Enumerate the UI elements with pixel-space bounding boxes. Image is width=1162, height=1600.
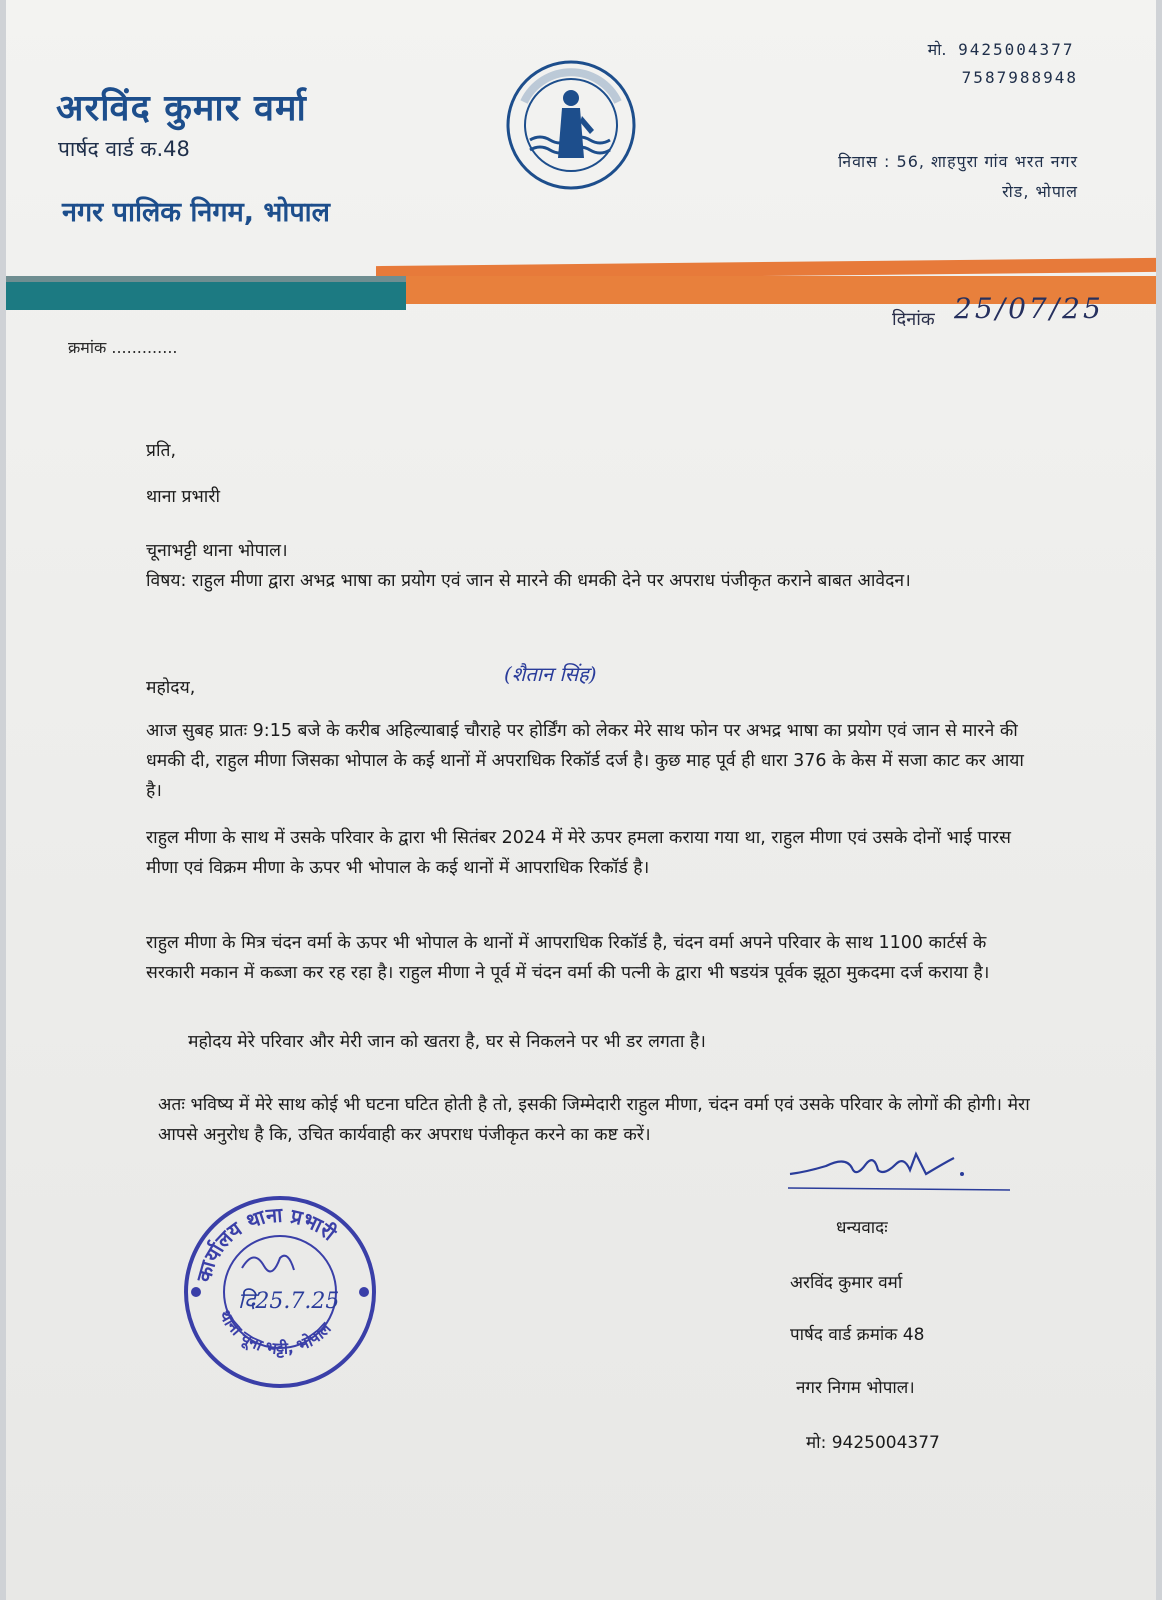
police-station-stamp (180, 1192, 380, 1392)
date-label: दिनांक (892, 309, 935, 330)
svg-text:थाना चूना भट्टी, भोपाल (216, 1307, 336, 1359)
letter-salutation: महोदय, (146, 678, 196, 698)
municipal-corporation-logo (504, 58, 638, 192)
letter-prati: प्रति, (146, 441, 177, 461)
handwritten-note: (शैतान सिंह) (504, 662, 597, 686)
letter-recipient: थाना प्रभारी (146, 487, 221, 507)
letter-recipient-address: चूनाभट्टी थाना भोपाल। (146, 541, 288, 561)
stamp-date: दि25.7.25 (238, 1289, 340, 1314)
letter-paragraph-2: राहुल मीणा के साथ में उसके परिवार के द्वारा भी सितंबर 2024 में मेरे ऊपर हमला कराया गया था, राहुल मीणा एवं उसके दोनों भाई पारस मीणा एवं विक्रम मीणा के ऊपर भी भोपाल के कई थानों में आपराधिक रिकॉर्ड है। (146, 828, 1011, 878)
stamp-top-text: कार्यालय थाना प्रभारी (191, 1202, 341, 1285)
mobile-label: मो. (927, 40, 947, 59)
mobile-number-1: 9425004377 (958, 40, 1075, 59)
mobile-number-2: 7587988948 (961, 68, 1078, 87)
letter-paragraph-5: अतः भविष्य में मेरे साथ कोई भी घटना घटित होती है तो, इसकी जिम्मेदारी राहुल मीणा, चंदन वर्मा एवं उसके परिवार के लोगों की होगी। मेरा आपसे अनुरोध है कि, उचित कार्यवाही कर अपराध पंजीकृत करने का कष्ट करें। (158, 1095, 1030, 1145)
closing-mobile: मो: 9425004377 (806, 1433, 940, 1453)
sender-organization: नगर पालिक निगम, भोपाल (62, 197, 330, 228)
closing-name: अरविंद कुमार वर्मा (790, 1273, 903, 1293)
closing-organization: नगर निगम भोपाल। (796, 1378, 915, 1398)
handwritten-signature (786, 1144, 1026, 1194)
sender-name-heading: अरविंद कुमार वर्मा (56, 88, 307, 129)
letter-subject: विषय: राहुल मीणा द्वारा अभद्र भाषा का प्रयोग एवं जान से मारने की धमकी देने पर अपराध पंजीकृत कराने बाबत आवेदन। (146, 571, 911, 591)
stamp-bottom-text: थाना चूना भट्टी, भोपाल (215, 1306, 335, 1359)
header-band-teal (6, 282, 406, 310)
sender-mobile-block (928, 36, 1078, 92)
handwritten-date: 25/07/25 (954, 292, 1104, 325)
address-line-1: निवास : 56, शाहपुरा गांव भरत नगर (838, 152, 1078, 171)
reference-number-field: क्रमांक ............. (68, 338, 178, 357)
sender-address (838, 147, 1078, 207)
svg-text:कार्यालय थाना प्रभारी (191, 1203, 341, 1286)
letterhead-page (6, 0, 1156, 1600)
letter-paragraph-3: राहुल मीणा के मित्र चंदन वर्मा के ऊपर भी भोपाल के थानों में आपराधिक रिकॉर्ड है, चंदन वर्मा अपने परिवार के साथ 1100 कार्टर्स के सरकारी मकान में कब्जा कर रह रहा है। राहुल मीणा ने पूर्व में चंदन वर्मा की पत्नी के द्वारा भी षडयंत्र पूर्वक झूठा मुकदमा दर्ज कराया है। (146, 933, 990, 983)
address-line-2: रोड, भोपाल (1002, 182, 1078, 201)
letter-paragraph-1: आज सुबह प्रातः 9:15 बजे के करीब अहिल्याबाई चौराहे पर होर्डिंग को लेकर मेरे साथ फोन पर अभद्र भाषा का प्रयोग एवं जान से मारने की धमकी दी, राहुल मीणा जिसका भोपाल के कई थानों में अपराधिक रिकॉर्ड दर्ज है। कुछ माह पूर्व ही धारा 376 के केस में सजा काट कर आया है। (146, 721, 1024, 801)
closing-thanks: धन्यवादः (836, 1218, 888, 1238)
letter-paragraph-4: महोदय मेरे परिवार और मेरी जान को खतरा है, घर से निकलने पर भी डर लगता है। (188, 1032, 706, 1052)
closing-ward: पार्षद वार्ड क्रमांक 48 (790, 1325, 925, 1345)
sender-ward: पार्षद वार्ड क.48 (58, 137, 190, 161)
